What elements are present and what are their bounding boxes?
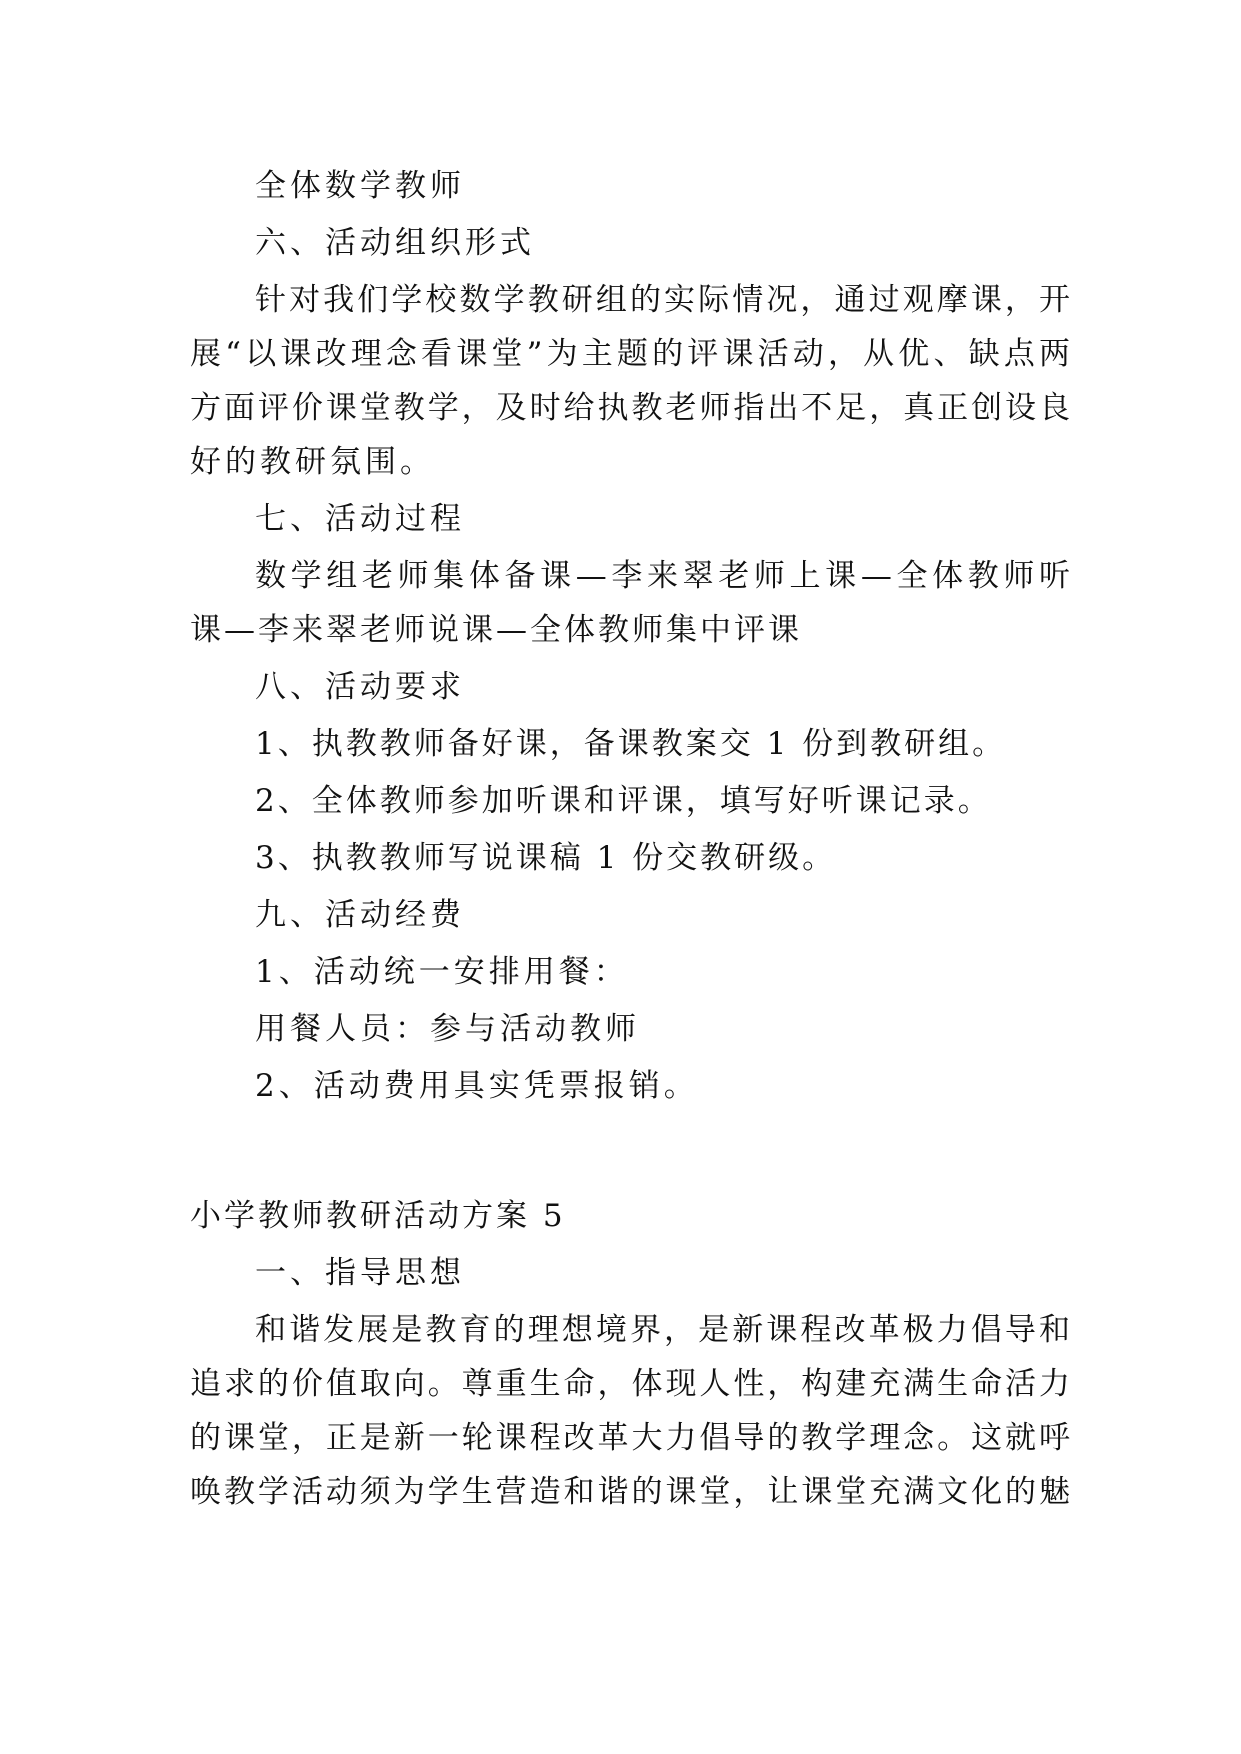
paragraph-line: 唤教学活动须为学生营造和谐的课堂，让课堂充满文化的魅 xyxy=(190,1474,1070,1510)
heading-activity-funding: 九、活动经费 xyxy=(255,897,465,933)
paragraph-line: 和谐发展是教育的理想境界，是新课程改革极力倡导和 xyxy=(255,1312,1070,1348)
participants-text: 全体数学教师 xyxy=(255,168,465,204)
paragraph-line: 针对我们学校数学教研组的实际情况，通过观摩课，开 xyxy=(255,282,1070,318)
funding-item: 2、活动费用具实凭票报销。 xyxy=(255,1068,699,1104)
paragraph-line: 方面评价课堂教学，及时给执教老师指出不足，真正创设良 xyxy=(190,390,1070,426)
requirement-item: 3、执教教师写说课稿 1 份交教研级。 xyxy=(255,840,837,876)
heading-activity-requirements: 八、活动要求 xyxy=(255,669,465,705)
paragraph-line: 的课堂，正是新一轮课程改革大力倡导的教学理念。这就呼 xyxy=(190,1420,1070,1456)
heading-guiding-ideology: 一、指导思想 xyxy=(255,1255,465,1291)
section-title: 小学教师教研活动方案 5 xyxy=(190,1198,566,1234)
requirement-item: 1、执教教师备好课，备课教案交 1 份到教研组。 xyxy=(255,726,1007,762)
paragraph-line: 追求的价值取向。尊重生命，体现人性，构建充满生命活力 xyxy=(190,1366,1070,1402)
heading-activity-format: 六、活动组织形式 xyxy=(255,225,535,261)
requirement-item: 2、全体教师参加听课和评课，填写好听课记录。 xyxy=(255,783,992,819)
paragraph-line: 好的教研氛围。 xyxy=(190,444,435,480)
paragraph-line: 课—李来翠老师说课—全体教师集中评课 xyxy=(190,612,802,648)
funding-people: 用餐人员：参与活动教师 xyxy=(255,1011,640,1047)
paragraph-line: 数学组老师集体备课—李来翠老师上课—全体教师听 xyxy=(255,558,1070,594)
funding-item: 1、活动统一安排用餐： xyxy=(255,954,629,990)
paragraph-line: 展“以课改理念看课堂”为主题的评课活动，从优、缺点两 xyxy=(190,336,1070,372)
heading-activity-process: 七、活动过程 xyxy=(255,501,465,537)
